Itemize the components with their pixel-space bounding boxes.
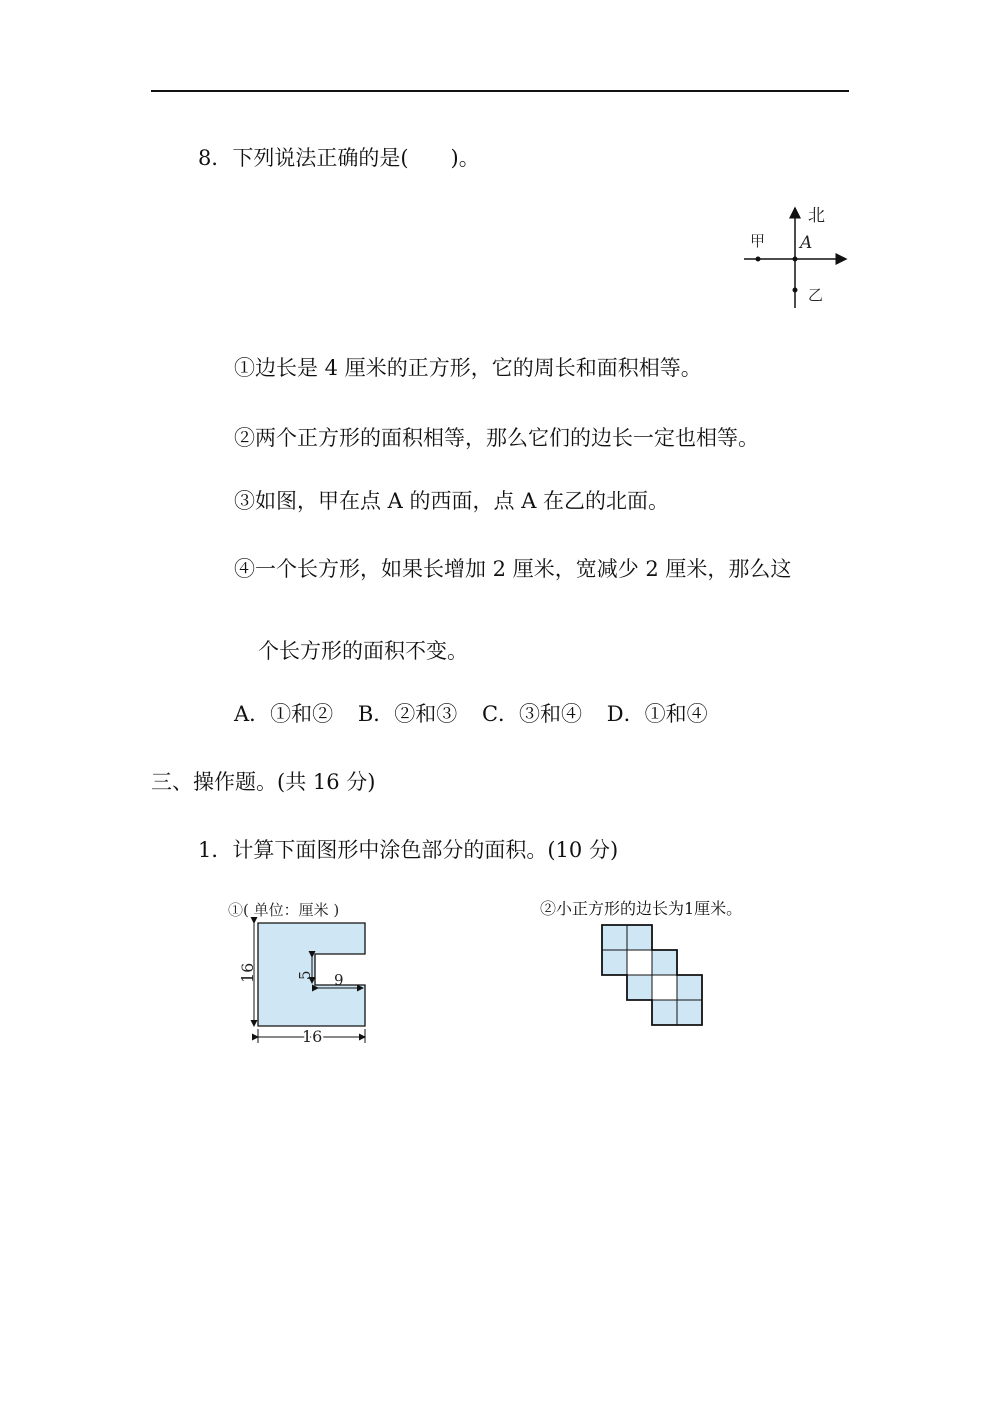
statement-4-line-2: 个长方形的面积不变。 <box>258 639 468 663</box>
yi-label: 乙 <box>808 286 824 304</box>
notch-height-label: 5 <box>296 970 314 980</box>
notch-width-label: 9 <box>334 971 344 989</box>
statement-1: ①边长是 4 厘米的正方形，它的周长和面积相等。 <box>234 356 702 380</box>
point-yi <box>793 288 798 293</box>
grid-cell-empty <box>652 975 677 1000</box>
choice-c[interactable]: C．③和④ <box>481 702 583 726</box>
question-8-stem: 8．下列说法正确的是( )。 <box>198 146 480 170</box>
grid-cell <box>602 950 627 975</box>
width-label: 16 <box>302 1027 323 1046</box>
grid-cell <box>677 1000 702 1025</box>
statement-4-line-1: ④一个长方形，如果长增加 2 厘米，宽减少 2 厘米，那么这 <box>234 557 792 581</box>
point-jia <box>756 257 761 262</box>
figure-2-caption: ②小正方形的边长为1厘米。 <box>540 899 743 918</box>
point-a-label: A <box>800 233 813 253</box>
grid-cell <box>627 925 652 950</box>
statement-3: ③如图，甲在点 A 的西面，点 A 在乙的北面。 <box>234 489 670 513</box>
grid-cell-empty <box>627 950 652 975</box>
grid-cell <box>602 925 627 950</box>
section-3-title: 三、操作题。(共 16 分) <box>151 770 376 794</box>
height-label: 16 <box>238 962 257 983</box>
figure-1-notched-square <box>226 895 396 1055</box>
figure-1-caption: ①( 单位：厘米 ) <box>228 901 340 919</box>
point-a <box>793 257 798 262</box>
top-rule <box>151 90 849 92</box>
choice-a[interactable]: A．①和② <box>234 702 334 726</box>
compass-figure <box>742 202 852 312</box>
figure-2-grid <box>602 925 722 1040</box>
jia-label: 甲 <box>750 232 766 250</box>
question-1-stem: 1．计算下面图形中涂色部分的面积。(10 分) <box>198 838 619 862</box>
grid-cell <box>677 975 702 1000</box>
answer-choices <box>234 700 726 728</box>
north-label: 北 <box>808 206 825 226</box>
grid-cell <box>627 975 652 1000</box>
choice-d[interactable]: D．①和④ <box>606 702 708 726</box>
grid-cell <box>652 950 677 975</box>
grid-cell <box>652 1000 677 1025</box>
choice-b[interactable]: B．②和③ <box>357 702 458 726</box>
statement-2: ②两个正方形的面积相等，那么它们的边长一定也相等。 <box>234 426 759 450</box>
